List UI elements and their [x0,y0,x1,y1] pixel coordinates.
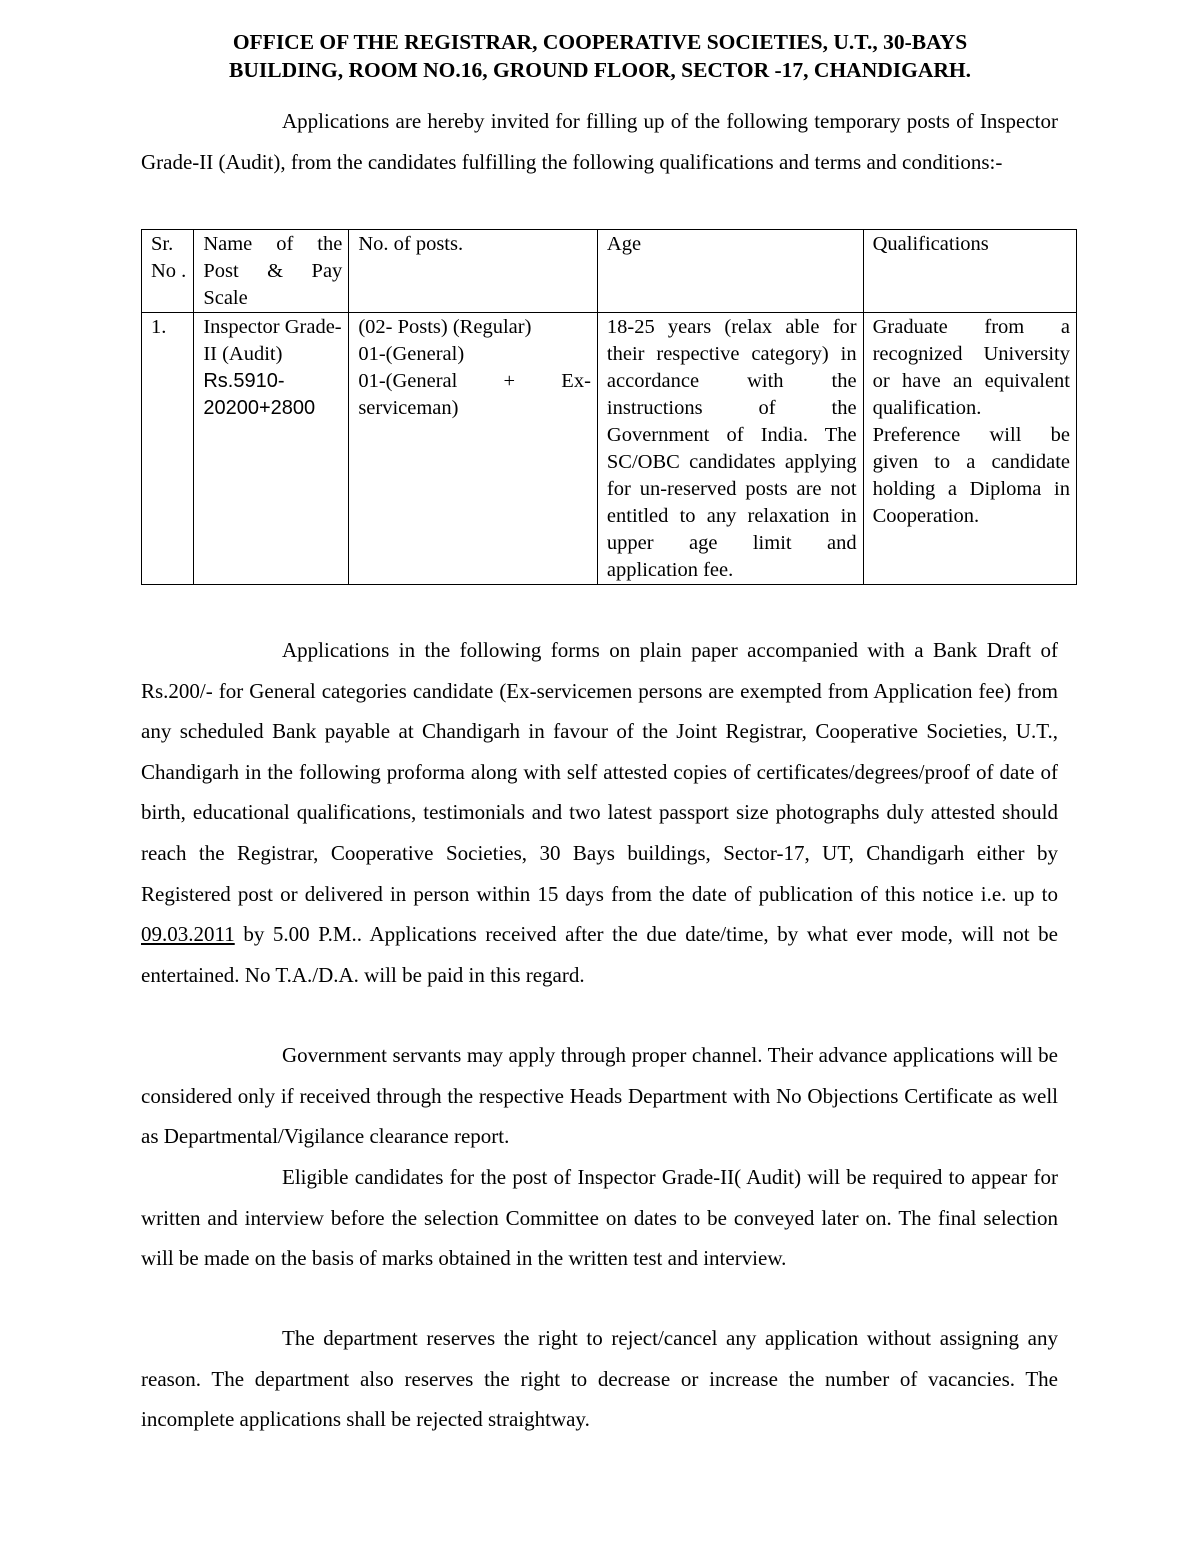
rights-paragraph [141,1318,1058,1440]
heading-line-2: BUILDING, ROOM NO.16, GROUND FLOOR, SECTOR -17, CHANDIGARH. [229,58,971,82]
last-date: 09.03.2011 [141,922,235,947]
row-posts-line-2: 01-(General) [358,343,465,365]
application-paragraph [141,630,1058,995]
heading-line-1: OFFICE OF THE REGISTRAR, COOPERATIVE SOCIETIES, U.T., 30-BAYS [232,30,968,54]
header-qualifications: Qualifications [863,230,1076,313]
row-posts-line-3: 01-(General + Ex-serviceman) [358,370,591,419]
header-age: Age [597,230,863,313]
header-sr-no: Sr. No . [142,230,194,313]
row-sr-no: 1. [142,313,194,585]
office-heading [140,28,1060,84]
intro-paragraph [141,101,1058,182]
application-text-before: Applications in the following forms on plain paper accompanied with a Bank Draft of Rs.200/- for General categories candidate (Ex-servicemen persons are exempted from Application fee) from any scheduled Bank payable at Chandigarh in favour of the Joint Registrar, Cooperative Societies, U.T., Chandigarh in the following proforma along with self attested copies of certificates/degrees/proof of date of birth, educational qualifications, testimonials and two latest passport size photographs duly attested should reach the Registrar, Cooperative Societies, 30 Bays buildings, Sector-17, UT, Chandigarh either by Registered post or delivered in person within 15 days from the date of publication of this notice i.e. up to [141,638,1058,906]
government-servants-paragraph [141,1035,1058,1157]
eligibility-text: Eligible candidates for the post of Inspector Grade-II( Audit) will be required to appear for written and interview before the selection Committee on dates to be conveyed later on. The final selection will be made on the basis of marks obtained in the written test and interview. [141,1165,1058,1271]
row-post-name: Inspector Grade-II (Audit) [203,316,342,365]
eligibility-paragraph [141,1157,1058,1279]
row-qualifications: Graduate from a recognized University or have an equivalent qualification. Preference will be given to a candidate holding a Diploma in Cooperation. [863,313,1076,585]
row-posts-cell [349,313,598,585]
government-servants-text: Government servants may apply through proper channel. Their advance applications will be considered only if received through the respective Heads Department with No Objections Certificate as well as Departmental/Vigilance clearance report. [141,1043,1058,1149]
header-no-of-posts: No. of posts. [349,230,598,313]
header-post-name: Name of the Post & Pay Scale [194,230,349,313]
row-post-cell [194,313,349,585]
row-age: 18-25 years (relax able for their respective category) in accordance with the instructions of the Government of India. The SC/OBC candidates applying for un-reserved posts are not entitled to any relaxation in upper age limit and application fee. [597,313,863,585]
row-posts-line-1: (02- Posts) (Regular) [358,316,532,338]
rights-text: The department reserves the right to reject/cancel any application without assigning any reason. The department also reserves the right to decrease or increase the number of vacancies. The incomplete applications shall be rejected straightway. [141,1326,1058,1432]
row-pay-scale: Rs.5910- 20200+2800 [203,370,316,419]
intro-text: Applications are hereby invited for filling up of the following temporary posts of Inspector Grade-II (Audit), from the candidates fulfilling the following qualifications and terms and conditions:- [141,109,1058,174]
posts-table [141,229,1077,585]
table-row [142,313,1077,585]
application-text-after: by 5.00 P.M.. Applications received after the due date/time, by what ever mode, will not be entertained. No T.A./D.A. will be paid in this regard. [141,922,1058,987]
table-header-row [142,230,1077,313]
